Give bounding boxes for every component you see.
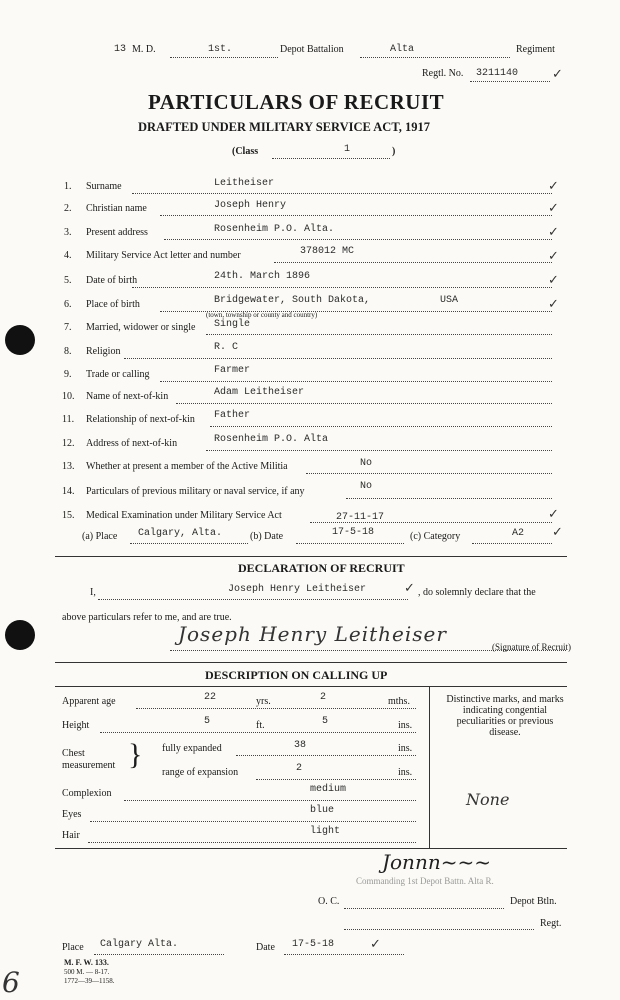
page-title: PARTICULARS OF RECRUIT [148, 90, 445, 114]
province-line [360, 57, 510, 58]
ins-label: ins. [398, 767, 413, 778]
field-label: Surname [86, 181, 122, 192]
form-line-2: 500 M. — 8-17. [64, 968, 110, 976]
field-label: Whether at present a member of the Active Militia [86, 461, 288, 472]
field-value: Adam Leitheiser [214, 387, 305, 398]
range-line [256, 779, 416, 780]
medical-date-label: (b) Date [250, 531, 284, 542]
field-value: Joseph Henry [214, 200, 287, 211]
hair-value: light [310, 826, 341, 837]
province-value: Alta [390, 44, 415, 55]
field-value: Bridgewater, South Dakota, [214, 295, 371, 306]
battalion-label: Depot Battalion [280, 44, 344, 55]
medical-place-label: (a) Place [82, 531, 118, 542]
eyes-value: blue [310, 805, 335, 816]
corner-mark: 6 [2, 966, 20, 999]
field-line [124, 358, 552, 359]
section-divider [55, 556, 567, 557]
field-number: 15. [62, 510, 75, 521]
field-value: Father [214, 410, 251, 421]
field-line [206, 334, 552, 335]
field-value: No [360, 458, 373, 469]
medical-category-label: (c) Category [410, 531, 461, 542]
check-mark-icon: ✓ [548, 224, 559, 239]
check-mark-icon: ✓ [370, 936, 381, 951]
age-label: Apparent age [62, 696, 116, 707]
medical-category-value: A2 [512, 528, 525, 539]
medical-category-line [472, 543, 552, 544]
regtl-no-line [470, 81, 550, 82]
check-mark-icon: ✓ [548, 296, 559, 311]
field-label: Address of next-of-kin [86, 438, 178, 449]
check-mark-icon: ✓ [552, 524, 563, 539]
distinctive-marks-value: None [466, 790, 510, 809]
class-value: 1 [344, 144, 351, 155]
hair-label: Hair [62, 830, 80, 841]
field-label: Particulars of previous military or naval service, if any [86, 486, 305, 497]
range-value: 2 [296, 763, 303, 774]
oc-label: O. C. [318, 896, 340, 907]
footer-place-label: Place [62, 942, 84, 953]
hair-line [88, 842, 416, 843]
height-in-value: 5 [322, 716, 329, 727]
field-number: 5. [64, 275, 72, 286]
field-label: Trade or calling [86, 369, 150, 380]
field-label: Present address [86, 227, 148, 238]
field-line [160, 381, 552, 382]
age-years-value: 22 [204, 692, 217, 703]
complexion-label: Complexion [62, 788, 112, 799]
section-divider [55, 686, 567, 687]
declaration-name-value: Joseph Henry Leitheiser [228, 584, 367, 595]
regtl-no-label: Regtl. No. [422, 68, 464, 79]
footer-date-label: Date [256, 942, 275, 953]
regt-label: Regt. [540, 918, 562, 929]
officer-stamp: Commanding 1st Depot Battn. Alta R. [356, 876, 494, 886]
ins-label: ins. [398, 743, 413, 754]
regiment-label: Regiment [516, 44, 555, 55]
description-heading: DESCRIPTION ON CALLING UP [205, 668, 388, 682]
medical-place-line [130, 543, 248, 544]
eyes-line [90, 821, 416, 822]
field-value: 27-11-17 [336, 512, 385, 523]
regtl-no-value: 3211140 [476, 68, 519, 79]
field-line [164, 239, 552, 240]
section-divider [55, 662, 567, 663]
field-number: 1. [64, 181, 72, 192]
medical-place-value: Calgary, Alta. [138, 528, 223, 539]
check-mark-icon: ✓ [548, 506, 559, 521]
field-value: R. C [214, 342, 239, 353]
field-line [132, 193, 552, 194]
field-number: 6. [64, 299, 72, 310]
medical-date-line [296, 543, 404, 544]
field-number: 2. [64, 203, 72, 214]
district-value: 13 [114, 44, 127, 55]
punch-hole-bottom [5, 620, 35, 650]
height-label: Height [62, 720, 90, 731]
complexion-line [124, 800, 416, 801]
check-mark-icon: ✓ [404, 580, 415, 595]
field-number: 12. [62, 438, 75, 449]
field-label: Relationship of next-of-kin [86, 414, 195, 425]
declaration-i-label: I, [90, 587, 96, 598]
ft-label: ft. [256, 720, 265, 731]
field-number: 11. [62, 414, 75, 425]
ins-label: ins. [398, 720, 413, 731]
field-value: 24th. March 1896 [214, 271, 311, 282]
officer-signature: Jonnn~~~ [382, 850, 491, 874]
field-label: Date of birth [86, 275, 138, 286]
field-number: 8. [64, 346, 72, 357]
footer-date-line [284, 954, 404, 955]
field-line [274, 262, 552, 263]
field-number: 14. [62, 486, 75, 497]
class-line [272, 158, 390, 159]
field-number: 9. [64, 369, 72, 380]
field-line [306, 473, 552, 474]
chest-label: Chest [62, 748, 85, 759]
measurement-label: measurement [62, 760, 116, 771]
check-mark-icon: ✓ [548, 178, 559, 193]
field-value: Farmer [214, 365, 251, 376]
field-label: Married, widower or single [86, 322, 196, 333]
fully-expanded-label: fully expanded [162, 743, 222, 754]
declaration-text-1: , do solemnly declare that the [418, 587, 536, 598]
mths-label: mths. [388, 696, 410, 707]
field-value: Rosenheim P.O. Alta. [214, 224, 335, 235]
fully-expanded-value: 38 [294, 740, 307, 751]
age-line [136, 708, 416, 709]
field-number: 13. [62, 461, 75, 472]
check-mark-icon: ✓ [552, 66, 563, 81]
height-line [100, 732, 416, 733]
footer-place-value: Calgary Alta. [100, 939, 179, 950]
field-line [132, 287, 552, 288]
field-line [160, 215, 552, 216]
eyes-label: Eyes [62, 809, 82, 820]
field-label: Place of birth [86, 299, 140, 310]
footer-date-value: 17-5-18 [292, 939, 335, 950]
section-divider [55, 848, 567, 849]
complexion-value: medium [310, 784, 347, 795]
field-label: Medical Examination under Military Service Act [86, 510, 282, 521]
depot-label: Depot Btln. [510, 896, 557, 907]
field-value: 378012 MC [300, 246, 355, 257]
field-value-country: USA [440, 295, 459, 306]
field-number: 3. [64, 227, 72, 238]
punch-hole-top [5, 325, 35, 355]
field-value: Leitheiser [214, 178, 275, 189]
field-value: No [360, 481, 373, 492]
field-line [206, 450, 552, 451]
age-months-value: 2 [320, 692, 327, 703]
check-mark-icon: ✓ [548, 248, 559, 263]
declaration-name-line [98, 599, 408, 600]
field-number: 7. [64, 322, 72, 333]
battalion-value: 1st. [208, 44, 233, 55]
field-label: Religion [86, 346, 121, 357]
fully-expanded-line [236, 755, 416, 756]
class-label: (Class [232, 146, 259, 157]
regt-line [344, 929, 534, 930]
field-value: Rosenheim P.O. Alta [214, 434, 329, 445]
footer-place-line [94, 954, 224, 955]
field-note: (town, township or county and country) [206, 311, 318, 319]
form-line-3: 1772—39—1158. [64, 977, 115, 985]
distinctive-marks-text: Distinctive marks, and marks indicating congential peculiarities or previous disease. [446, 694, 564, 738]
field-line [176, 403, 552, 404]
column-divider [429, 686, 430, 848]
field-line [346, 498, 552, 499]
range-label: range of expansion [162, 767, 239, 778]
declaration-text-2: above particulars refer to me, and are true. [62, 612, 232, 623]
yrs-label: yrs. [256, 696, 271, 707]
check-mark-icon: ✓ [548, 200, 559, 215]
declaration-heading: DECLARATION OF RECRUIT [238, 561, 405, 575]
recruit-signature: Joseph Henry Leitheiser [178, 622, 447, 646]
field-line [210, 426, 552, 427]
check-mark-icon: ✓ [548, 272, 559, 287]
district-label: M. D. [132, 44, 156, 55]
height-ft-value: 5 [204, 716, 211, 727]
field-number: 10. [62, 391, 75, 402]
field-label: Christian name [86, 203, 147, 214]
field-number: 4. [64, 250, 72, 261]
battalion-line [170, 57, 278, 58]
signature-label: (Signature of Recruit) [492, 642, 571, 652]
chest-brace: } [128, 738, 143, 771]
field-label: Military Service Act letter and number [86, 250, 241, 261]
page-subtitle: DRAFTED UNDER MILITARY SERVICE ACT, 1917 [138, 120, 430, 134]
field-label: Name of next-of-kin [86, 391, 169, 402]
form-code: M. F. W. 133. [64, 958, 109, 967]
medical-date-value: 17-5-18 [332, 527, 375, 538]
field-value: Single [214, 319, 251, 330]
class-close: ) [392, 146, 396, 157]
oc-line [344, 908, 504, 909]
